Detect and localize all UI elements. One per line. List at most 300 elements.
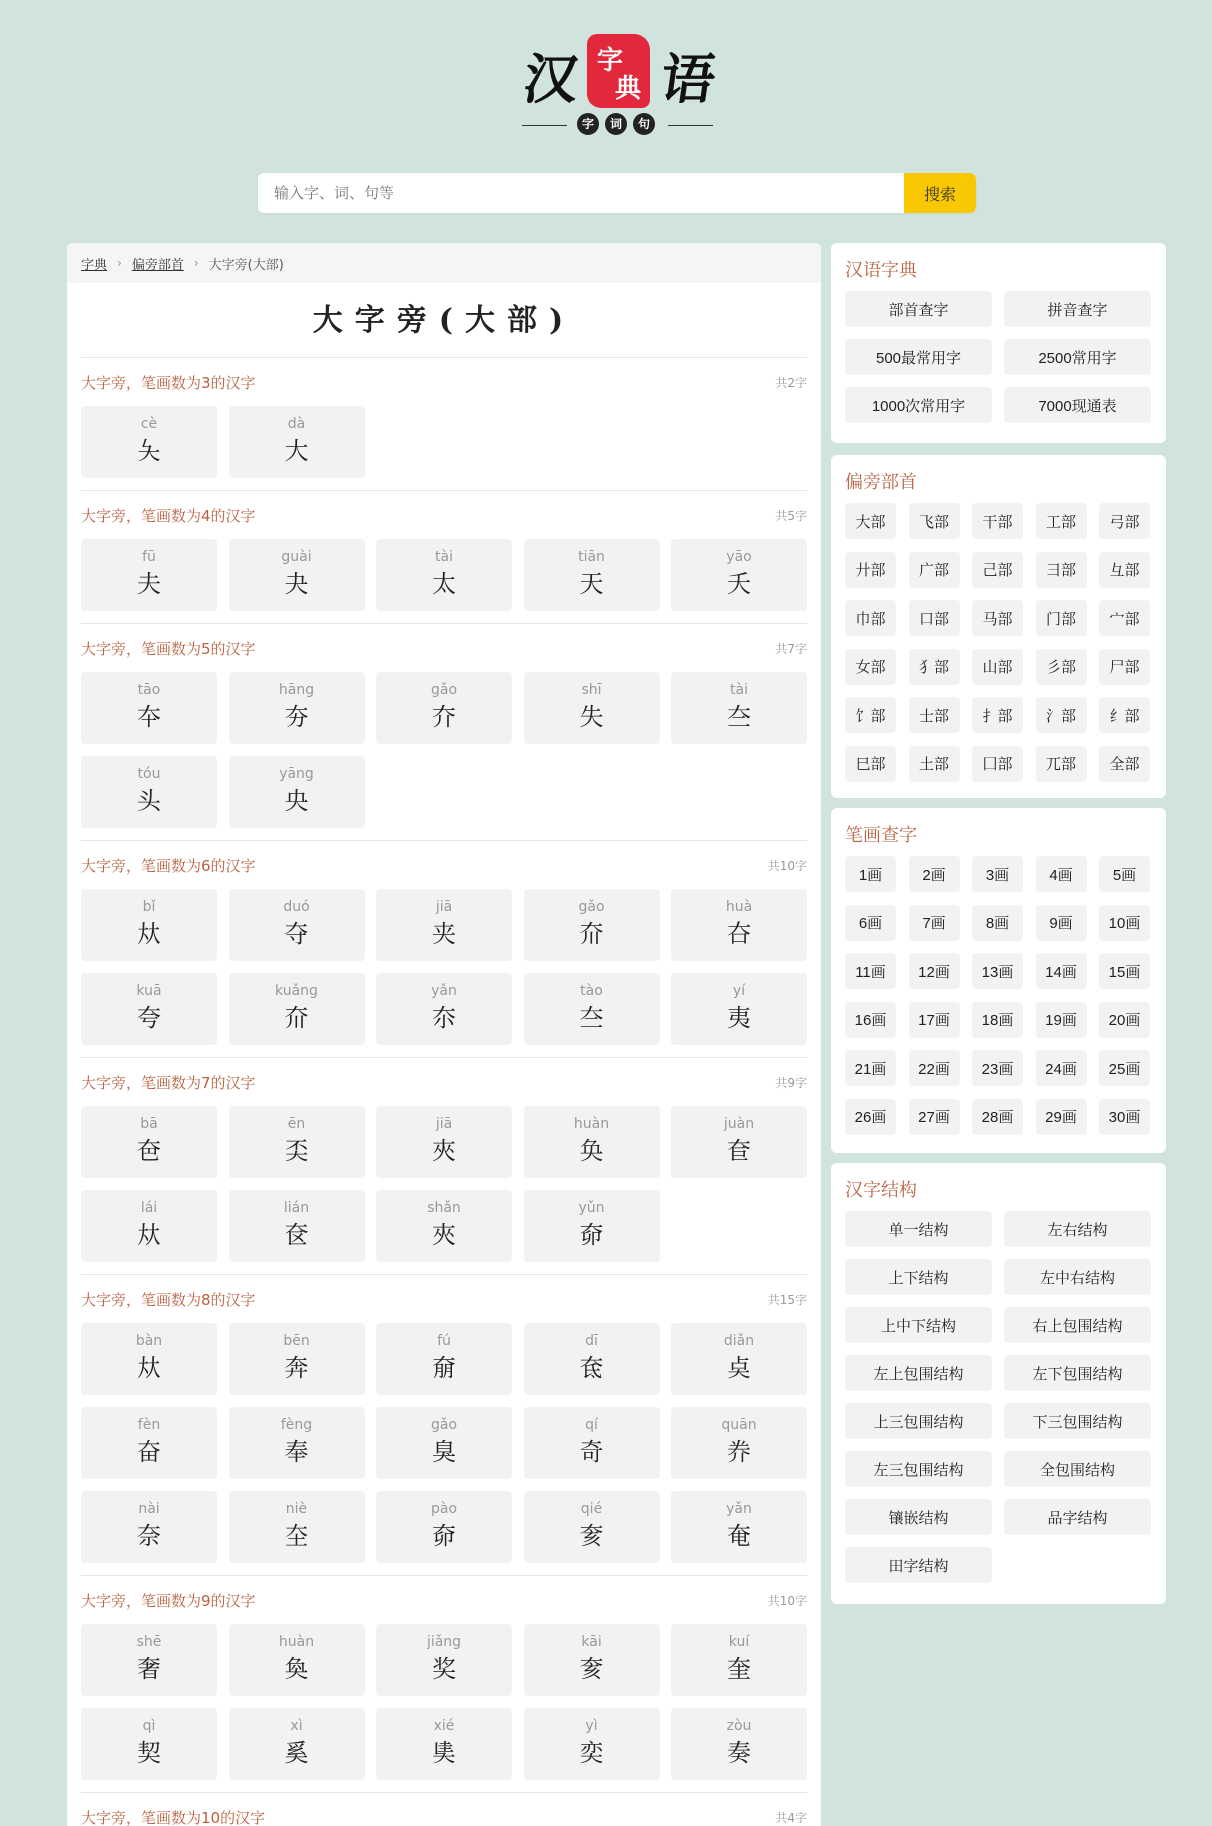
char-card[interactable] bbox=[229, 406, 365, 478]
structure-links bbox=[845, 1211, 1152, 1583]
char-glyph: 奁 bbox=[284, 1221, 309, 1249]
char-card[interactable] bbox=[524, 1491, 660, 1563]
char-grid bbox=[81, 1323, 807, 1563]
section-header bbox=[81, 841, 807, 889]
radical-link-button[interactable]: 扌部 bbox=[972, 697, 1023, 733]
char-pinyin: tóu bbox=[137, 766, 161, 782]
char-card[interactable] bbox=[81, 1491, 217, 1563]
char-card[interactable] bbox=[229, 756, 365, 828]
radical-link-button[interactable]: 弓部 bbox=[1099, 503, 1150, 539]
char-glyph: 夶 bbox=[137, 920, 161, 948]
char-card[interactable] bbox=[229, 1190, 365, 1262]
radical-link-button[interactable]: 兀部 bbox=[1036, 746, 1087, 782]
sidebar-structures bbox=[831, 1163, 1166, 1604]
section-header bbox=[81, 491, 807, 539]
char-grid bbox=[81, 889, 807, 1045]
char-glyph: 奒 bbox=[579, 1655, 604, 1683]
char-card[interactable] bbox=[524, 1624, 660, 1696]
section-title: 大字旁，笔画数为4的汉字 bbox=[81, 506, 256, 525]
sidebar-structures-title: 汉字结构 bbox=[845, 1180, 917, 1201]
radical-link-button[interactable]: 广部 bbox=[909, 552, 960, 588]
stroke-link-button[interactable]: 25画 bbox=[1099, 1050, 1150, 1086]
stroke-link-button[interactable]: 10画 bbox=[1099, 905, 1150, 941]
char-card[interactable] bbox=[671, 1106, 807, 1178]
char-pinyin: zòu bbox=[726, 1718, 752, 1734]
structure-link-button[interactable]: 上中下结构 bbox=[845, 1307, 992, 1343]
section-count: 共2字 bbox=[775, 375, 807, 390]
char-glyph: 奢 bbox=[137, 1655, 161, 1683]
sidebar-dictionary bbox=[831, 243, 1166, 443]
char-glyph: 夾 bbox=[432, 1221, 456, 1249]
logo-seal bbox=[587, 34, 650, 108]
char-pinyin: yí bbox=[732, 983, 746, 999]
char-pinyin: hāng bbox=[278, 682, 315, 698]
logo-badge-ju: 句 bbox=[633, 113, 655, 135]
char-pinyin: duó bbox=[283, 899, 310, 915]
radical-link-button[interactable]: 巾部 bbox=[845, 600, 896, 636]
stroke-link-button[interactable]: 6画 bbox=[845, 905, 896, 941]
structure-link-button[interactable]: 右上包围结构 bbox=[1004, 1307, 1151, 1343]
structure-link-button[interactable]: 左下包围结构 bbox=[1004, 1355, 1151, 1391]
stroke-link-button[interactable]: 14画 bbox=[1036, 953, 1087, 989]
char-card[interactable] bbox=[376, 1323, 512, 1395]
char-card[interactable] bbox=[81, 1708, 217, 1780]
char-card[interactable] bbox=[524, 1106, 660, 1178]
structure-link-button[interactable]: 左右结构 bbox=[1004, 1211, 1151, 1247]
char-grid bbox=[81, 1624, 807, 1780]
char-glyph: 奌 bbox=[727, 1354, 751, 1382]
char-grid bbox=[81, 672, 807, 828]
char-card[interactable] bbox=[81, 973, 217, 1045]
char-pinyin: tiān bbox=[578, 549, 605, 565]
stroke-link-button[interactable]: 28画 bbox=[972, 1099, 1023, 1135]
char-pinyin: fú bbox=[437, 1333, 451, 1349]
char-card[interactable] bbox=[671, 1491, 807, 1563]
section-title: 大字旁，笔画数为3的汉字 bbox=[81, 373, 256, 392]
char-pinyin: xì bbox=[290, 1718, 303, 1734]
char-glyph: 奀 bbox=[284, 1137, 309, 1165]
radical-link-button[interactable]: 女部 bbox=[845, 649, 896, 685]
radical-link-button[interactable]: 饣部 bbox=[845, 697, 896, 733]
char-pinyin: bā bbox=[140, 1116, 158, 1132]
stroke-link-button[interactable]: 30画 bbox=[1099, 1099, 1150, 1135]
main-panel bbox=[67, 243, 821, 1826]
char-card[interactable] bbox=[376, 1106, 512, 1178]
dictionary-link-button[interactable]: 2500常用字 bbox=[1004, 339, 1151, 375]
char-pinyin: pào bbox=[430, 1501, 458, 1517]
char-card[interactable] bbox=[81, 1190, 217, 1262]
stroke-link-button[interactable]: 20画 bbox=[1099, 1002, 1150, 1038]
stroke-link-button[interactable]: 9画 bbox=[1036, 905, 1087, 941]
radical-link-button[interactable]: 土部 bbox=[909, 746, 960, 782]
search-input[interactable] bbox=[258, 173, 904, 213]
stroke-section bbox=[81, 1576, 807, 1793]
char-glyph: 奎 bbox=[727, 1655, 751, 1683]
char-pinyin: dà bbox=[287, 416, 306, 432]
char-glyph: 奇 bbox=[579, 1438, 604, 1466]
stroke-link-button[interactable]: 16画 bbox=[845, 1002, 896, 1038]
stroke-section bbox=[81, 1058, 807, 1275]
char-pinyin: kuí bbox=[728, 1634, 750, 1650]
char-pinyin: ēn bbox=[287, 1116, 306, 1132]
stroke-link-button[interactable]: 12画 bbox=[909, 953, 960, 989]
stroke-link-button[interactable]: 15画 bbox=[1099, 953, 1150, 989]
structure-link-button[interactable]: 单一结构 bbox=[845, 1211, 992, 1247]
char-pinyin: niè bbox=[285, 1501, 308, 1517]
section-header bbox=[81, 624, 807, 672]
stroke-section bbox=[81, 1793, 807, 1826]
radical-link-button[interactable]: 山部 bbox=[972, 649, 1023, 685]
section-title: 大字旁，笔画数为10的汉字 bbox=[81, 1808, 266, 1826]
char-glyph: 夭 bbox=[727, 570, 751, 598]
char-glyph: 夶 bbox=[137, 1221, 161, 1249]
char-card[interactable] bbox=[81, 1106, 217, 1178]
char-glyph: 奊 bbox=[432, 1739, 456, 1767]
stroke-section bbox=[81, 624, 807, 841]
char-glyph: 奉 bbox=[284, 1438, 309, 1466]
char-glyph: 夳 bbox=[727, 703, 751, 731]
radical-link-button[interactable]: 囗部 bbox=[972, 746, 1023, 782]
char-pinyin: yǎn bbox=[726, 1501, 752, 1517]
char-card[interactable] bbox=[671, 1323, 807, 1395]
stroke-links bbox=[845, 856, 1152, 1135]
char-glyph: 奅 bbox=[579, 1221, 604, 1249]
section-count: 共5字 bbox=[775, 508, 807, 523]
stroke-sections bbox=[67, 358, 821, 1826]
char-pinyin: gǎo bbox=[430, 1417, 458, 1433]
char-pinyin: huàn bbox=[573, 1116, 610, 1132]
stroke-link-button[interactable]: 4画 bbox=[1036, 856, 1087, 892]
structure-link-button[interactable]: 田字结构 bbox=[845, 1547, 992, 1583]
structure-link-button[interactable]: 上下结构 bbox=[845, 1259, 992, 1295]
char-card[interactable] bbox=[524, 1190, 660, 1262]
char-pinyin: kuā bbox=[136, 983, 162, 999]
char-glyph: 夳 bbox=[579, 1004, 604, 1032]
char-card[interactable] bbox=[376, 1708, 512, 1780]
radical-link-button[interactable]: 彐部 bbox=[1036, 552, 1087, 588]
char-card[interactable] bbox=[524, 889, 660, 961]
radical-link-button[interactable]: 大部 bbox=[845, 503, 896, 539]
char-grid bbox=[81, 539, 807, 611]
char-card[interactable] bbox=[229, 1323, 365, 1395]
stroke-link-button[interactable]: 24画 bbox=[1036, 1050, 1087, 1086]
char-pinyin: lái bbox=[140, 1200, 158, 1216]
structure-link-button[interactable]: 左三包围结构 bbox=[845, 1451, 992, 1487]
char-pinyin: shē bbox=[136, 1634, 162, 1650]
char-glyph: 奒 bbox=[579, 1522, 604, 1550]
char-card[interactable] bbox=[376, 1407, 512, 1479]
logo-divider-right bbox=[668, 125, 713, 126]
char-card[interactable] bbox=[81, 672, 217, 744]
structure-link-button[interactable]: 镶嵌结构 bbox=[845, 1499, 992, 1535]
structure-link-button[interactable]: 左上包围结构 bbox=[845, 1355, 992, 1391]
char-pinyin: huà bbox=[725, 899, 753, 915]
stroke-link-button[interactable]: 17画 bbox=[909, 1002, 960, 1038]
section-title: 大字旁，笔画数为7的汉字 bbox=[81, 1073, 256, 1092]
stroke-section bbox=[81, 1275, 807, 1576]
stroke-link-button[interactable]: 26画 bbox=[845, 1099, 896, 1135]
dictionary-link-button[interactable]: 7000现通表 bbox=[1004, 387, 1151, 423]
char-card[interactable] bbox=[229, 1407, 365, 1479]
char-glyph: 奅 bbox=[432, 1522, 456, 1550]
char-card[interactable] bbox=[524, 1323, 660, 1395]
stroke-link-button[interactable]: 5画 bbox=[1099, 856, 1150, 892]
char-pinyin: dī bbox=[585, 1333, 598, 1349]
section-title: 大字旁，笔画数为8的汉字 bbox=[81, 1290, 256, 1309]
stroke-link-button[interactable]: 22画 bbox=[909, 1050, 960, 1086]
char-card[interactable] bbox=[229, 1106, 365, 1178]
chevron-right-icon: › bbox=[117, 256, 122, 270]
char-card[interactable] bbox=[524, 539, 660, 611]
char-glyph: 奋 bbox=[137, 1438, 161, 1466]
dictionary-link-button[interactable]: 1000次常用字 bbox=[845, 387, 992, 423]
dictionary-links bbox=[845, 291, 1152, 423]
radical-link-button[interactable]: 犭部 bbox=[909, 649, 960, 685]
char-card[interactable] bbox=[229, 973, 365, 1045]
char-card[interactable] bbox=[229, 1708, 365, 1780]
radical-link-button[interactable]: 廾部 bbox=[845, 552, 896, 588]
stroke-section bbox=[81, 358, 807, 491]
char-pinyin: xié bbox=[433, 1718, 455, 1734]
stroke-link-button[interactable]: 13画 bbox=[972, 953, 1023, 989]
stroke-link-button[interactable]: 18画 bbox=[972, 1002, 1023, 1038]
radical-link-button[interactable]: 己部 bbox=[972, 552, 1023, 588]
structure-link-button[interactable]: 上三包围结构 bbox=[845, 1403, 992, 1439]
section-title: 大字旁，笔画数为5的汉字 bbox=[81, 639, 256, 658]
structure-link-button[interactable]: 全包围结构 bbox=[1004, 1451, 1151, 1487]
char-glyph: 头 bbox=[137, 787, 161, 815]
char-pinyin: fèng bbox=[280, 1417, 313, 1433]
search-bar bbox=[258, 173, 976, 213]
char-pinyin: kuǎng bbox=[275, 983, 318, 999]
char-pinyin: jiǎng bbox=[426, 1634, 462, 1650]
site-logo[interactable] bbox=[519, 32, 720, 142]
chevron-right-icon: › bbox=[193, 256, 199, 270]
char-card[interactable] bbox=[524, 973, 660, 1045]
char-card[interactable] bbox=[81, 1407, 217, 1479]
char-pinyin: tài bbox=[730, 682, 748, 698]
char-card[interactable] bbox=[376, 1624, 512, 1696]
section-header bbox=[81, 1058, 807, 1106]
logo-char-han: 汉 bbox=[519, 47, 583, 111]
radical-links bbox=[845, 503, 1152, 782]
radical-link-button[interactable]: 飞部 bbox=[909, 503, 960, 539]
page-title: 大字旁(大部) bbox=[81, 283, 807, 358]
section-count: 共4字 bbox=[775, 1810, 807, 1825]
radical-link-button[interactable]: 马部 bbox=[972, 600, 1023, 636]
section-count: 共7字 bbox=[775, 641, 807, 656]
char-pinyin: nài bbox=[138, 1501, 160, 1517]
char-card[interactable] bbox=[671, 889, 807, 961]
char-card[interactable] bbox=[376, 672, 512, 744]
char-card[interactable] bbox=[671, 672, 807, 744]
char-glyph: 奂 bbox=[579, 1137, 604, 1165]
char-glyph: 夼 bbox=[284, 1004, 309, 1032]
section-title: 大字旁，笔画数为6的汉字 bbox=[81, 856, 256, 875]
stroke-link-button[interactable]: 2画 bbox=[909, 856, 960, 892]
char-glyph: 夶 bbox=[137, 1354, 161, 1382]
char-glyph: 夨 bbox=[137, 437, 161, 465]
logo-badge-ci: 词 bbox=[605, 113, 627, 135]
section-count: 共10字 bbox=[767, 858, 807, 873]
char-pinyin: cè bbox=[140, 416, 158, 432]
char-pinyin: yǎn bbox=[431, 983, 457, 999]
char-card[interactable] bbox=[81, 1323, 217, 1395]
char-card[interactable] bbox=[229, 1491, 365, 1563]
stroke-link-button[interactable]: 8画 bbox=[972, 905, 1023, 941]
char-glyph: 夹 bbox=[432, 920, 456, 948]
section-count: 共9字 bbox=[775, 1075, 807, 1090]
sidebar-dictionary-title: 汉语字典 bbox=[845, 260, 917, 281]
char-card[interactable] bbox=[229, 539, 365, 611]
logo-seal-char-2: 典 bbox=[615, 74, 642, 104]
char-card[interactable] bbox=[376, 1190, 512, 1262]
dictionary-link-button[interactable]: 拼音查字 bbox=[1004, 291, 1151, 327]
char-pinyin: qié bbox=[580, 1501, 603, 1517]
radical-link-button[interactable]: 门部 bbox=[1036, 600, 1087, 636]
radical-link-button[interactable]: 宀部 bbox=[1099, 600, 1150, 636]
section-count: 共10字 bbox=[767, 1593, 807, 1608]
char-glyph: 夿 bbox=[137, 1137, 161, 1165]
char-card[interactable] bbox=[81, 539, 217, 611]
char-glyph: 奍 bbox=[727, 1438, 751, 1466]
logo-divider-left bbox=[522, 125, 567, 126]
stroke-link-button[interactable]: 23画 bbox=[972, 1050, 1023, 1086]
char-glyph: 夵 bbox=[432, 1004, 456, 1032]
char-pinyin: tāo bbox=[137, 682, 161, 698]
char-card[interactable] bbox=[671, 539, 807, 611]
char-card[interactable] bbox=[671, 973, 807, 1045]
stroke-link-button[interactable]: 3画 bbox=[972, 856, 1023, 892]
char-glyph: 太 bbox=[432, 570, 456, 598]
char-pinyin: kāi bbox=[581, 1634, 602, 1650]
stroke-link-button[interactable]: 7画 bbox=[909, 905, 960, 941]
breadcrumb-radicals[interactable]: 偏旁部首 bbox=[131, 257, 184, 273]
char-glyph: 奈 bbox=[137, 1522, 161, 1550]
char-card[interactable] bbox=[671, 1407, 807, 1479]
char-glyph: 夻 bbox=[727, 920, 751, 948]
char-grid bbox=[81, 1106, 807, 1262]
char-card[interactable] bbox=[376, 539, 512, 611]
char-glyph: 奟 bbox=[432, 1354, 456, 1382]
char-glyph: 夺 bbox=[284, 920, 309, 948]
char-card[interactable] bbox=[376, 1491, 512, 1563]
logo-char-yu: 语 bbox=[656, 47, 720, 111]
char-pinyin: guài bbox=[281, 549, 312, 565]
stroke-link-button[interactable]: 11画 bbox=[845, 953, 896, 989]
char-glyph: 失 bbox=[579, 703, 604, 731]
structure-link-button[interactable]: 左中右结构 bbox=[1004, 1259, 1151, 1295]
char-glyph: 央 bbox=[284, 787, 309, 815]
char-card[interactable] bbox=[524, 1708, 660, 1780]
char-card[interactable] bbox=[81, 1624, 217, 1696]
radical-link-button[interactable]: 彑部 bbox=[1099, 552, 1150, 588]
structure-link-button[interactable]: 下三包围结构 bbox=[1004, 1403, 1151, 1439]
char-glyph: 夫 bbox=[137, 570, 161, 598]
section-header bbox=[81, 358, 807, 406]
sidebar-radicals-title: 偏旁部首 bbox=[845, 472, 917, 493]
char-glyph: 奖 bbox=[432, 1655, 456, 1683]
char-pinyin: gǎo bbox=[578, 899, 605, 915]
char-pinyin: bēn bbox=[283, 1333, 310, 1349]
char-pinyin: yì bbox=[585, 1718, 598, 1734]
char-glyph: 奐 bbox=[284, 1655, 309, 1683]
char-pinyin: shǎn bbox=[427, 1200, 461, 1216]
radical-link-button[interactable]: 彡部 bbox=[1036, 649, 1087, 685]
stroke-link-button[interactable]: 21画 bbox=[845, 1050, 896, 1086]
radical-link-button[interactable]: 口部 bbox=[909, 600, 960, 636]
char-card[interactable] bbox=[376, 973, 512, 1045]
char-card[interactable] bbox=[229, 889, 365, 961]
char-card[interactable] bbox=[671, 1708, 807, 1780]
char-glyph: 奄 bbox=[727, 1522, 751, 1550]
breadcrumb-dictionary[interactable]: 字典 bbox=[81, 257, 108, 273]
radical-link-button[interactable]: 尸部 bbox=[1099, 649, 1150, 685]
radical-link-button[interactable]: 全部 bbox=[1099, 746, 1150, 782]
char-glyph: 夼 bbox=[579, 920, 604, 948]
structure-link-button[interactable]: 品字结构 bbox=[1004, 1499, 1151, 1535]
char-card[interactable] bbox=[229, 672, 365, 744]
stroke-section bbox=[81, 491, 807, 624]
radical-link-button[interactable]: 巳部 bbox=[845, 746, 896, 782]
radical-link-button[interactable]: 干部 bbox=[972, 503, 1023, 539]
char-pinyin: jiā bbox=[435, 1116, 453, 1132]
char-pinyin: fū bbox=[142, 549, 156, 565]
char-glyph: 奏 bbox=[727, 1739, 751, 1767]
radical-link-button[interactable]: 氵部 bbox=[1036, 697, 1087, 733]
section-header bbox=[81, 1275, 807, 1323]
stroke-link-button[interactable]: 29画 bbox=[1036, 1099, 1087, 1135]
char-pinyin: huàn bbox=[278, 1634, 315, 1650]
section-header bbox=[81, 1793, 807, 1826]
char-card[interactable] bbox=[81, 406, 217, 478]
char-pinyin: lián bbox=[283, 1200, 310, 1216]
char-grid bbox=[81, 406, 807, 478]
stroke-link-button[interactable]: 19画 bbox=[1036, 1002, 1087, 1038]
char-glyph: 夬 bbox=[284, 570, 309, 598]
section-count: 共15字 bbox=[767, 1292, 807, 1307]
char-card[interactable] bbox=[524, 672, 660, 744]
dictionary-link-button[interactable]: 部首查字 bbox=[845, 291, 992, 327]
radical-link-button[interactable]: 纟部 bbox=[1099, 697, 1150, 733]
stroke-link-button[interactable]: 1画 bbox=[845, 856, 896, 892]
char-card[interactable] bbox=[376, 889, 512, 961]
char-card[interactable] bbox=[81, 889, 217, 961]
section-title: 大字旁，笔画数为9的汉字 bbox=[81, 1591, 256, 1610]
search-button[interactable]: 搜索 bbox=[904, 173, 976, 213]
stroke-link-button[interactable]: 27画 bbox=[909, 1099, 960, 1135]
radical-link-button[interactable]: 士部 bbox=[909, 697, 960, 733]
char-glyph: 夲 bbox=[137, 703, 161, 731]
char-card[interactable] bbox=[81, 756, 217, 828]
char-pinyin: tào bbox=[580, 983, 603, 999]
char-card[interactable] bbox=[229, 1624, 365, 1696]
char-pinyin: bàn bbox=[135, 1333, 163, 1349]
char-glyph: 天 bbox=[579, 570, 604, 598]
char-glyph: 夷 bbox=[727, 1004, 751, 1032]
dictionary-link-button[interactable]: 500最常用字 bbox=[845, 339, 992, 375]
char-card[interactable] bbox=[671, 1624, 807, 1696]
char-card[interactable] bbox=[524, 1407, 660, 1479]
char-pinyin: qì bbox=[142, 1718, 156, 1734]
radical-link-button[interactable]: 工部 bbox=[1036, 503, 1087, 539]
char-glyph: 臭 bbox=[432, 1438, 456, 1466]
char-glyph: 圶 bbox=[284, 1522, 309, 1550]
logo-sub-badges bbox=[577, 113, 655, 135]
char-glyph: 夾 bbox=[432, 1137, 456, 1165]
sidebar-strokes bbox=[831, 808, 1166, 1153]
char-pinyin: gǎo bbox=[430, 682, 458, 698]
